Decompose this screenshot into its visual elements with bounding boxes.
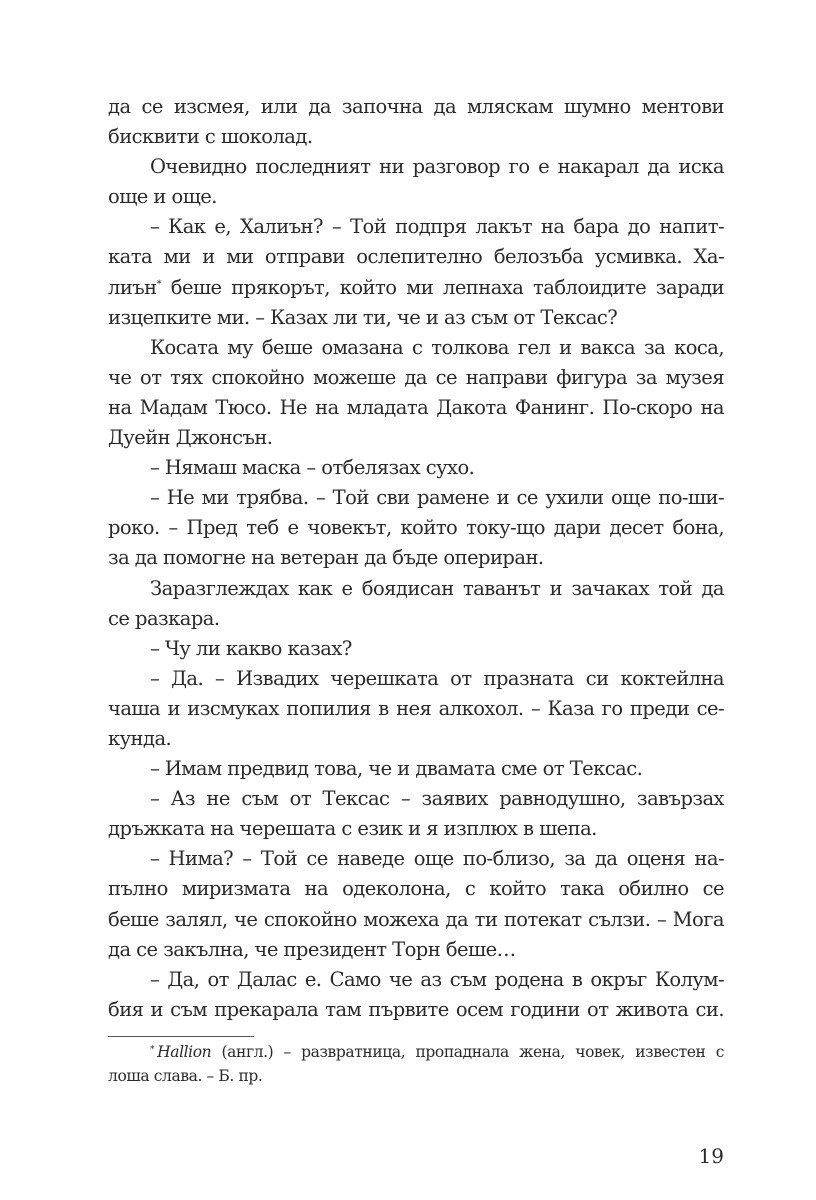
text-line: да се закълна, че президент Торн беше… (108, 937, 516, 961)
footnote-line: лоша слава. – Б. пр. (108, 1067, 263, 1085)
page-number: 19 (698, 1144, 724, 1168)
text-line (108, 273, 724, 303)
text-line: – Как е, Халиън? – Той подпря лакът на бара до напит- (150, 215, 724, 239)
text-line: – Аз не съм от Тексас – заявих равнодушно, завързах (150, 787, 724, 811)
text-line: – Чу ли какво казах? (150, 636, 352, 660)
text-line: изцепките ми. – Казах ли ти, че и аз съм от Тексас? (108, 305, 618, 329)
text-line: кунда. (108, 726, 172, 750)
text-line: на Мадам Тюсо. Не на младата Дакота Фанинг. По-скоро на (108, 395, 724, 419)
text-line: – Имам предвид това, че и двамата сме от Тексас. (150, 757, 643, 781)
text-line: Косата му беше омазана с толкова гел и вакса за коса, (150, 335, 724, 359)
text-line: Очевидно последният ни разговор го е накарал да иска (150, 155, 724, 179)
footnote-line (108, 1040, 724, 1064)
text-line: роко. – Пред теб е човекът, който току-що дари десет бона, (108, 516, 724, 540)
text-line: дръжката на черешата с език и я изплюх в шепа. (108, 817, 597, 841)
text-segment: лиън (108, 275, 157, 299)
text-line: – Нима? – Той се наведе още по-близо, за да оценя на- (150, 847, 724, 871)
footnote-mark: * (150, 1045, 155, 1055)
text-line: пълно миризмата на одеколона, с който така обилно се (108, 877, 724, 901)
text-line: – Да. – Извадих черешката от празната си коктейлна (150, 666, 724, 690)
text-line: Дуейн Джонсън. (108, 426, 273, 450)
text-line: – Нямаш маска – отбелязах сухо. (150, 456, 475, 480)
text-line: бисквити с шоколад. (108, 125, 313, 149)
text-line: бия и съм прекарала там първите осем години от живота си. (108, 997, 724, 1021)
footnote-divider (108, 1036, 254, 1037)
footnote-text: (англ.) – развратница, пропаднала жена, човек, известен с (211, 1043, 724, 1061)
text-line: – Да, от Далас е. Само че аз съм родена в окръг Колум- (150, 967, 724, 991)
text-line: чаша и изсмуках попилия в нея алкохол. – Каза го преди се- (108, 696, 724, 720)
footnote-reference[interactable]: * (156, 278, 162, 290)
footnote (108, 1040, 724, 1088)
text-line: за да помогне на ветеран да бъде опериран. (108, 546, 544, 570)
text-segment: беше прякорът, който ми лепнаха таблоидите заради (161, 275, 724, 299)
footnote-term: Hallion (157, 1043, 212, 1061)
text-line: Заразглеждах как е боядисан таванът и зачаках той да (150, 576, 724, 600)
text-line: беше залял, че спокойно можеха да ти потекат сълзи. – Мога (108, 907, 724, 931)
text-line: се разкара. (108, 606, 220, 630)
body-text (108, 92, 724, 1025)
text-line: да се изсмея, или да започна да мляскам шумно ментови (108, 95, 724, 118)
text-line: – Не ми трябва. – Той сви рамене и се ухили още по-ши- (150, 486, 724, 510)
text-line: още и още. (108, 185, 217, 209)
text-line: че от тях спокойно можеше да се направи фигура за музея (108, 365, 724, 389)
text-line: ката ми и ми отправи ослепително белозъба усмивка. Ха- (108, 245, 724, 269)
